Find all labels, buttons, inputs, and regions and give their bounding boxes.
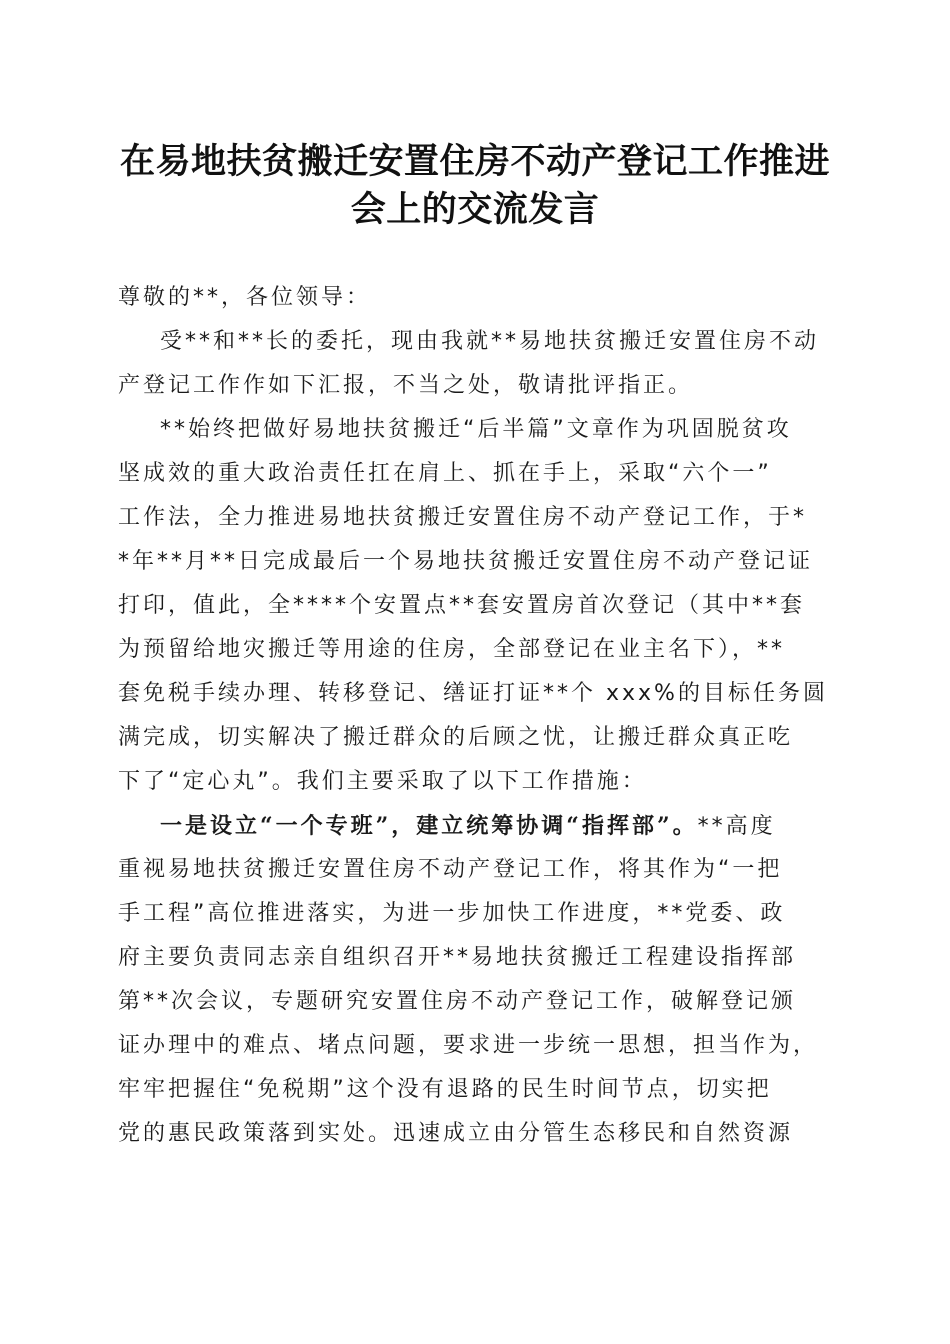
paragraph-line: 党的惠民政策落到实处。迅速成立由分管生态移民和自然资源 [118,1121,794,1146]
paragraph-line: 打印，值此，全****个安置点**套安置房首次登记（其中**套 [118,593,806,618]
paragraph-line: 牢牢把握住“免税期”这个没有退路的民生时间节点，切实把 [118,1077,772,1102]
document-title-line-1: 在易地扶贫搬迁安置住房不动产登记工作推进 [119,141,830,182]
paragraph-line: 手工程”高位推进落实，为进一步加快工作进度，**党委、政 [118,901,786,926]
paragraph-line: 受**和**长的委托，现由我就**易地扶贫搬迁安置住房不动 [160,329,820,354]
paragraph-line: 套免税手续办理、转移登记、缮证打证**个 xxx%的目标任务圆 [118,681,828,706]
salutation: 尊敬的**，各位领导： [118,285,372,310]
paragraph-line: 产登记工作作如下汇报，不当之处，敬请批评指正。 [118,373,694,398]
paragraph-line: 工作法，全力推进易地扶贫搬迁安置住房不动产登记工作，于* [118,505,808,530]
document-title-line-2: 会上的交流发言 [350,189,600,230]
paragraph-line: 重视易地扶贫搬迁安置住房不动产登记工作，将其作为“一把 [118,857,783,882]
paragraph-line: 下了“定心丸”。我们主要采取了以下工作措施： [118,769,647,794]
paragraph-line: 证办理中的难点、堵点问题，要求进一步统一思想，担当作为， [118,1033,819,1058]
section-heading-continuation: **高度 [697,814,776,839]
paragraph-line: *年**月**日完成最后一个易地扶贫搬迁安置住房不动产登记证 [118,549,814,574]
section-heading-line [0,811,950,842]
paragraph-line: 府主要负责同志亲自组织召开**易地扶贫搬迁工程建设指挥部 [118,945,797,970]
paragraph-line: 第**次会议，专题研究安置住房不动产登记工作，破解登记颁 [118,989,797,1014]
paragraph-line: 满完成，切实解决了搬迁群众的后顾之忧，让搬迁群众真正吃 [118,725,794,750]
paragraph-line: 坚成效的重大政治责任扛在肩上、抓在手上，采取“六个一” [118,461,772,486]
paragraph-line: 为预留给地灾搬迁等用途的住房，全部登记在业主名下），** [118,637,786,662]
section-heading-one: 一是设立“一个专班”，建立统筹协调“指挥部”。 [160,813,698,839]
paragraph-line: **始终把做好易地扶贫搬迁“后半篇”文章作为巩固脱贫攻 [160,417,792,442]
